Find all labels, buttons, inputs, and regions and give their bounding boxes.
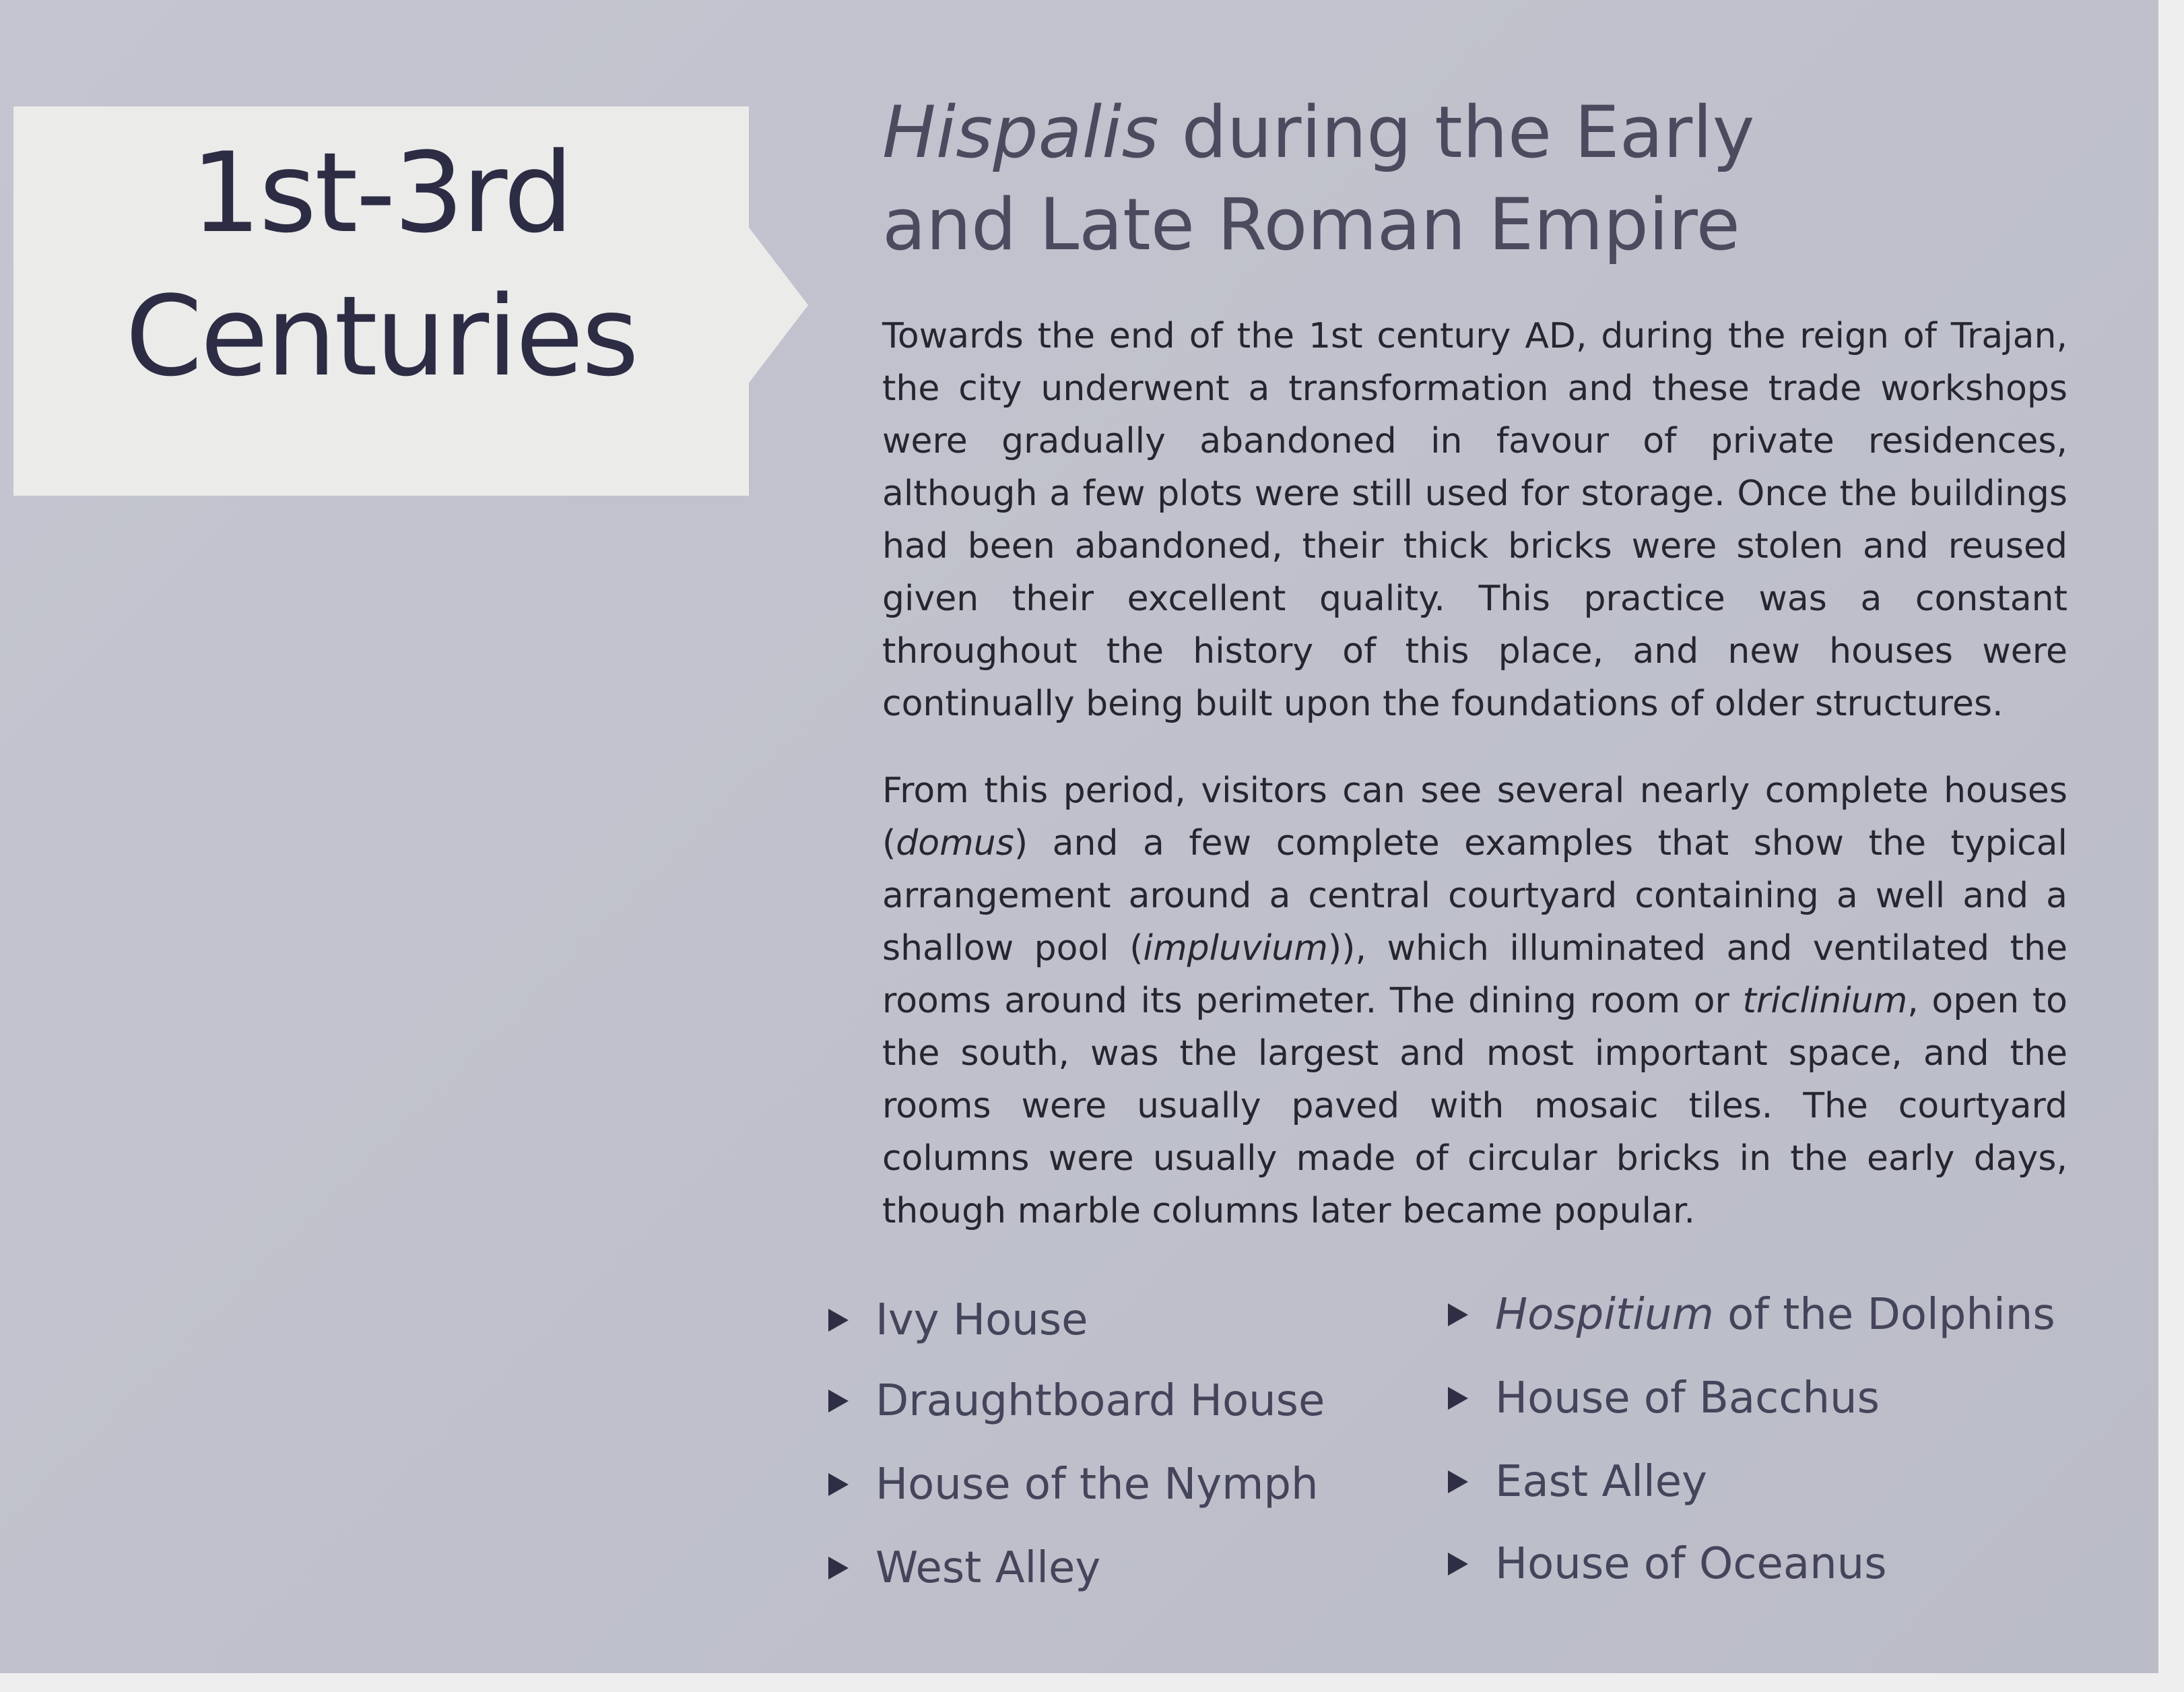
paragraph-1: Towards the end of the 1st century AD, during the reign of Trajan, the city underwent a transformation and these trade workshops were gradually abandoned in favour of private residences, although a few plots were still used for storage. Once the buildings had been abandoned, their thick bricks were stolen and reused given their excellent quality. This practice was a constant throughout the history of this place, and new houses were continually being built upon the foundations of older structures. <box>882 316 2067 724</box>
triangle-right-icon <box>1448 1387 1468 1410</box>
heading-italic-term: Hispalis <box>882 91 1159 174</box>
triangle-right-icon <box>1448 1303 1468 1326</box>
heading-line-2: and Late Roman Empire <box>882 183 1740 266</box>
paragraph-2-text-3: )), which illuminated and ventilated the rooms around its perimeter. The dining room or <box>882 928 2067 1021</box>
site-label: East Alley <box>1495 1457 1708 1507</box>
triangle-right-icon <box>828 1473 849 1496</box>
paragraph-2-text-2: ) and a few complete examples that show the typical arrangement around a central courtyard containing a well and a shallow pool ( <box>882 823 2067 969</box>
triangle-right-icon <box>828 1309 849 1332</box>
paragraph-2 <box>882 764 2067 1237</box>
site-label: of the Dolphins <box>1713 1290 2055 1340</box>
site-label: Draughtboard House <box>875 1376 1325 1426</box>
period-tag-pointer <box>748 226 808 385</box>
period-label-line-2: Centuries <box>125 272 637 401</box>
site-label: House of Oceanus <box>1495 1539 1887 1589</box>
triangle-right-icon <box>828 1390 849 1412</box>
site-label: Ivy House <box>875 1295 1088 1345</box>
site-item-hospitium-of-the-dolphins <box>1448 1290 2055 1340</box>
term-triclinium: triclinium <box>1742 981 1908 1021</box>
triangle-right-icon <box>828 1557 849 1580</box>
site-item-house-of-the-nymph <box>828 1460 1319 1509</box>
paragraph-2-text-4: , open to the south, was the largest and most important space, and the rooms were usually paved with mosaic tiles. The courtyard columns were usually made of circular bricks in the early days, though marble columns later became popular. <box>882 981 2067 1231</box>
site-item-house-of-bacchus <box>1448 1373 1880 1423</box>
triangle-right-icon <box>1448 1470 1468 1493</box>
paragraph-2-text-1: From this period, visitors can see several nearly complete houses ( <box>882 771 2067 864</box>
heading-line-1-rest: during the Early <box>1158 91 1755 174</box>
site-item-ivy-house <box>828 1295 1088 1345</box>
term-domus: domus <box>896 823 1014 864</box>
site-label: West Alley <box>875 1543 1101 1593</box>
site-label: House of the Nymph <box>875 1460 1319 1509</box>
site-item-house-of-oceanus <box>1448 1539 1887 1589</box>
site-item-east-alley <box>1448 1457 1708 1507</box>
site-label-italic: Hospitium <box>1495 1290 1714 1340</box>
term-impluvium: impluvium <box>1143 928 1328 969</box>
triangle-right-icon <box>1448 1553 1468 1575</box>
panel-heading <box>882 86 2067 271</box>
period-label-line-1: 1st-3rd <box>191 129 572 257</box>
site-item-draughtboard-house <box>828 1376 1325 1426</box>
site-item-west-alley <box>828 1543 1101 1593</box>
site-label: House of Bacchus <box>1495 1373 1880 1423</box>
